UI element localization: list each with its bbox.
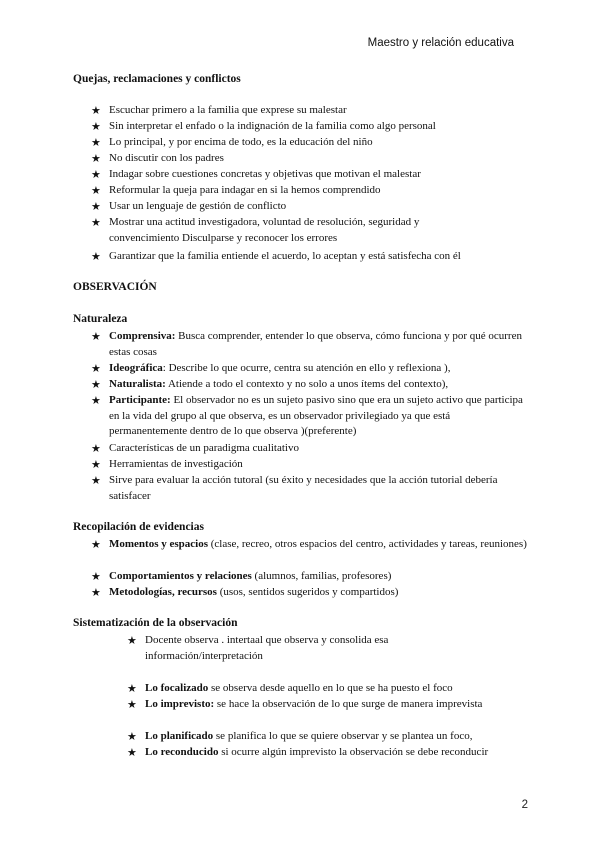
- list-item: [145, 729, 472, 745]
- list-item: Sirve para evaluar la acción tutoral (su éxito y necesidades que la acción tutorial debería satisfacer: [109, 474, 498, 502]
- list-item: Escuchar primero a la familia que exprese su malestar: [109, 104, 347, 116]
- star-bullet-icon: ★: [91, 168, 101, 181]
- term-description: si ocurre algún imprevisto la observación se debe reconducir: [218, 746, 489, 758]
- star-bullet-icon: ★: [91, 200, 101, 213]
- star-bullet-icon: ★: [91, 216, 101, 229]
- star-bullet-icon: ★: [91, 378, 101, 391]
- section-heading-sistematizacion: Sistematización de la observación: [73, 617, 238, 629]
- list-item: Sin interpretar el enfado o la indignación de la familia como algo personal: [109, 120, 436, 132]
- list-item: Usar un lenguaje de gestión de conflicto: [109, 200, 287, 212]
- list-item: [109, 329, 529, 360]
- list-item: No discutir con los padres: [109, 152, 224, 164]
- term-description: se hace la observación de lo que surge de manera imprevista: [214, 698, 483, 710]
- list-item: [145, 745, 488, 761]
- star-bullet-icon: ★: [127, 682, 137, 695]
- star-bullet-icon: ★: [91, 184, 101, 197]
- list-item: [109, 361, 450, 377]
- section-heading-naturaleza: Naturaleza: [73, 313, 128, 325]
- section-heading-recopilacion: Recopilación de evidencias: [73, 521, 204, 533]
- star-bullet-icon: ★: [91, 120, 101, 133]
- term-label: Lo imprevisto:: [145, 698, 215, 710]
- list-item: Docente observa . intertaal que observa y consolida esa información/interpretación: [145, 634, 389, 662]
- star-bullet-icon: ★: [91, 104, 101, 117]
- list-item: [109, 537, 529, 553]
- star-bullet-icon: ★: [91, 362, 101, 375]
- term-label: Ideográfica: [109, 362, 163, 374]
- list-item: [145, 681, 453, 697]
- star-bullet-icon: ★: [91, 442, 101, 455]
- term-label: Comprensiva:: [109, 330, 176, 342]
- term-description: : Describe lo que ocurre, centra su atención en ello y reflexiona ),: [162, 362, 451, 374]
- term-description: se planifica lo que se quiere observar y se plantea un foco,: [213, 730, 473, 742]
- star-bullet-icon: ★: [91, 394, 101, 407]
- star-bullet-icon: ★: [127, 746, 137, 759]
- star-bullet-icon: ★: [91, 458, 101, 471]
- star-bullet-icon: ★: [127, 730, 137, 743]
- star-bullet-icon: ★: [91, 538, 101, 551]
- page-header-title: Maestro y relación educativa: [367, 37, 514, 49]
- list-item: [109, 585, 398, 601]
- term-label: Naturalista:: [109, 378, 166, 390]
- list-item: [109, 393, 524, 440]
- star-bullet-icon: ★: [91, 250, 101, 263]
- term-label: Lo planificado: [145, 730, 214, 742]
- list-item: Lo principal, y por encima de todo, es la educación del niño: [109, 136, 373, 148]
- term-description: se observa desde aquello en lo que se ha puesto el foco: [208, 682, 453, 694]
- term-label: Lo focalizado: [145, 682, 209, 694]
- list-item: [109, 569, 391, 585]
- list-item: Características de un paradigma cualitativo: [109, 442, 299, 454]
- star-bullet-icon: ★: [91, 570, 101, 583]
- term-description: Busca comprender, entender lo que observa, cómo funciona y por qué ocurren estas cosas: [109, 330, 522, 358]
- term-label: Participante:: [109, 394, 171, 406]
- list-item: [145, 697, 482, 713]
- term-label: Momentos y espacios: [109, 538, 208, 550]
- term-description: (clase, recreo, otros espacios del centro, actividades y tareas, reuniones): [208, 538, 527, 550]
- list-item: Mostrar una actitud investigadora, voluntad de resolución, seguridad y convencimiento Disculparse y reconocer los errores: [109, 216, 420, 244]
- term-label: Comportamientos y relaciones: [109, 570, 252, 582]
- term-description: El observador no es un sujeto pasivo sino que era un sujeto activo que participa en la vida del grupo al que observa, es un observador privilegiado ya que está permanentemente dentro de lo que observa )(preferente): [109, 394, 523, 438]
- star-bullet-icon: ★: [91, 586, 101, 599]
- list-item: [109, 377, 448, 393]
- section-heading-quejas: Quejas, reclamaciones y conflictos: [73, 73, 241, 85]
- section-heading-observacion: OBSERVACIÓN: [73, 281, 157, 293]
- term-label: Lo reconducido: [145, 746, 219, 758]
- star-bullet-icon: ★: [91, 474, 101, 487]
- star-bullet-icon: ★: [91, 152, 101, 165]
- star-bullet-icon: ★: [91, 136, 101, 149]
- term-description: Atiende a todo el contexto y no solo a unos ítems del contexto),: [165, 378, 449, 390]
- page-number: 2: [521, 799, 528, 811]
- list-item: Indagar sobre cuestiones concretas y objetivas que motivan el malestar: [109, 168, 421, 180]
- list-item: Herramientas de investigación: [109, 458, 243, 470]
- list-item: Reformular la queja para indagar en si la hemos comprendido: [109, 184, 381, 196]
- star-bullet-icon: ★: [127, 634, 137, 647]
- term-description: (alumnos, familias, profesores): [251, 570, 392, 582]
- star-bullet-icon: ★: [91, 330, 101, 343]
- star-bullet-icon: ★: [127, 698, 137, 711]
- term-label: Metodologías, recursos: [109, 586, 217, 598]
- term-description: (usos, sentidos sugeridos y compartidos): [216, 586, 399, 598]
- list-item: Garantizar que la familia entiende el acuerdo, lo aceptan y está satisfecha con él: [109, 250, 461, 262]
